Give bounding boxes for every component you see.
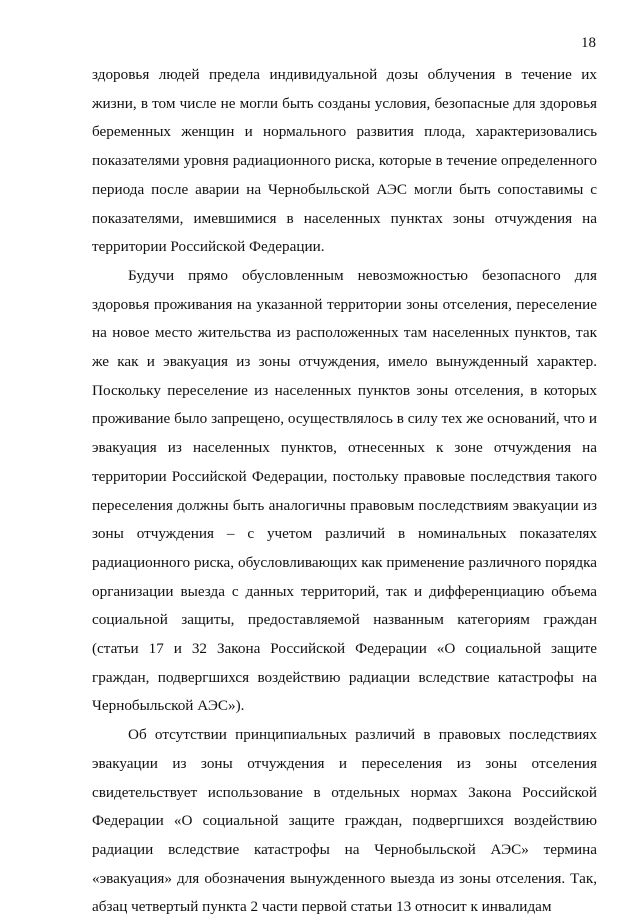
paragraph-continuation: здоровья людей предела индивидуальной дозы облучения в течение их жизни, в том числе не могли быть созданы условия, безопасные для здоровья беременных женщин и нормального развития плода, характеризовались показателями уровня радиационного риска, которые в течение определенного периода после аварии на Чернобыльской АЭС могли быть сопоставимы с показателями, имевшимися в населенных пунктах зоны отчуждения на территории Российской Федерации.: [92, 66, 597, 256]
paragraph-resettlement: Будучи прямо обусловленным невозможностью безопасного для здоровья проживания на указанной территории зоны отселения, переселение на новое место жительства из расположенных там населенных пунктов, так же как и эвакуация из зоны отчуждения, имело вынужденный характер. Поскольку переселение из населенных пунктов зоны отселения, в которых проживание было запрещено, осуществлялось в силу тех же оснований, что и эвакуация из населенных пунктов, отнесенных к зоне отчуждения на территории Российской Федерации, постольку правовые последствия такого переселения должны быть аналогичны правовым последствиям эвакуации из зоны отчуждения – с учетом различий в номинальных показателях радиационного риска, обусловливающих как применение различного порядка организации выезда с данных территорий, так и дифференциацию объема социальной защиты, предоставляемой названным категориям граждан (статьи 17 и 32 Закона Российской Федерации «О социальной защите граждан, подвергшихся воздействию радиации вследствие катастрофы на Чернобыльской АЭС»).: [92, 266, 597, 715]
document-body: [92, 61, 597, 922]
page-number: 18: [581, 35, 596, 51]
paragraph-evacuation-term: Об отсутствии принципиальных различий в правовых последствиях эвакуации из зоны отчуждения и переселения из зоны отселения свидетельствует использование в отдельных нормах Закона Российской Федерации «О социальной защите граждан, подвергшихся воздействию радиации вследствие катастрофы на Чернобыльской АЭС» термина «эвакуация» для обозначения вынужденного выезда из зоны отселения. Так, абзац четвертый пункта 2 части первой статьи 13 относит к инвалидам: [92, 726, 597, 916]
